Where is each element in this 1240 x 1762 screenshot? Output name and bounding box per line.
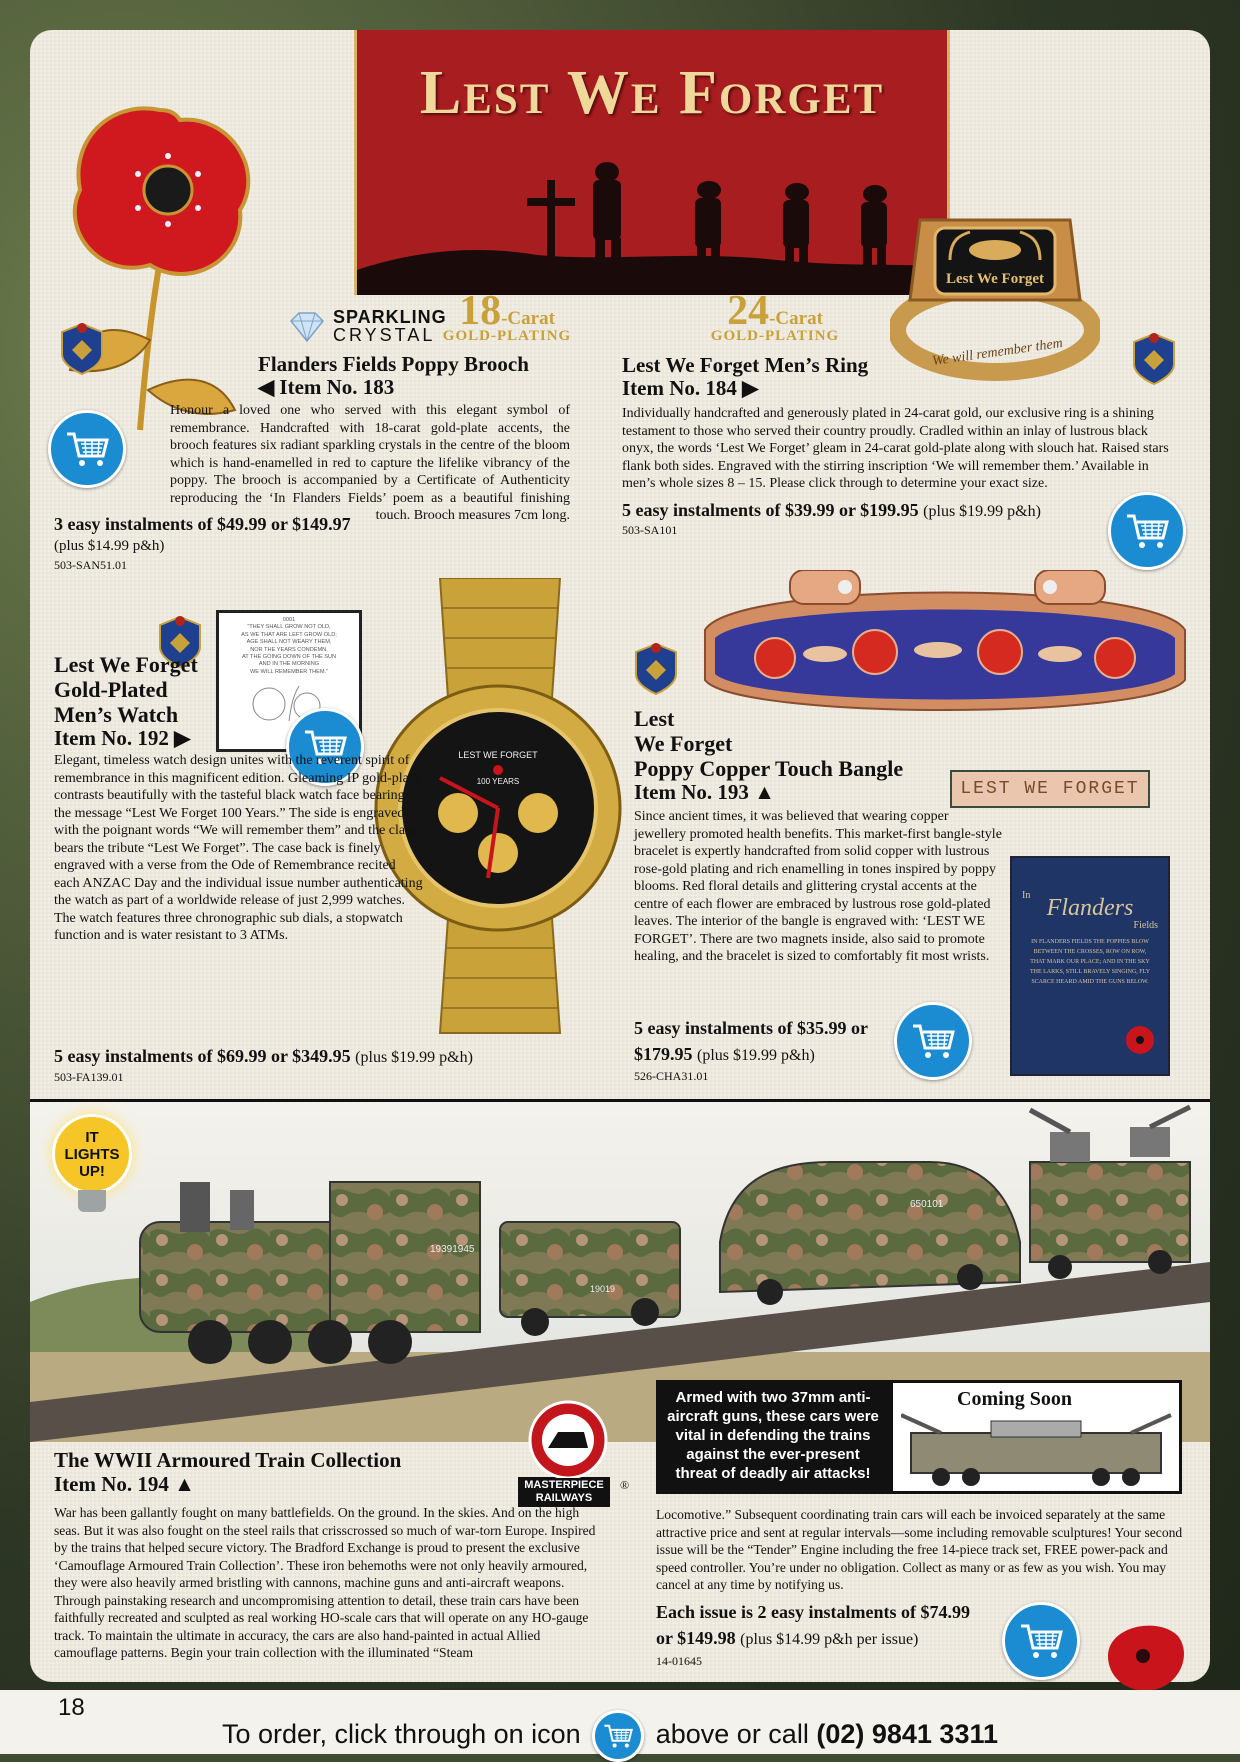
train-description-right: Locomotive.” Subsequent coordinating train cars will each be invoiced separately at the same attractive price and sent at regular intervals—some including removable sculptures! Your second issue will be the “Tender” Engine including the free 14-piece track set, FREE power-pack and speed controller. You’re under no obligation. Collect as many or as few as you wish. You may cancel at any time by notifying us.: [656, 1507, 1183, 1592]
ring-carat-badge: 24-Carat GOLD-PLATING: [710, 288, 840, 344]
copper-bangle-image: [695, 570, 1195, 725]
armoured-car-number: 650101: [910, 1199, 944, 1210]
poppy-decoration-bottom: [1098, 1616, 1188, 1696]
coming-soon-label: Coming Soon: [957, 1388, 1073, 1410]
brooch-item-number: ◀ Item No. 183: [258, 375, 395, 399]
ring-code: 503-SA101: [622, 523, 678, 537]
trademark-symbol: ®: [620, 1478, 630, 1492]
poppy-brooch-image: [50, 90, 265, 450]
train-description-left: War has been gallantly fought on many battlefields. On the ground. In the skies. And on the high seas. But it was also fought on the steel rails that crisscrossed so much of war-torn Europe. Inspired by the trains that helped secure victory. The Bradford Exchange is proud to present the exclusive ‘Camouflage Armoured Train Collection’. These iron behemoths were not only heavily armoured, they were also heavily armed bristling with cannons, machine guns and anti-aircraft weapons. Through painstaking research and uncompromising attention to detail, these train cars have been faithfully recreated and sculpted as real working HO-scale cars that will operate on any HO-gauge track. To maintain the ultimate in accuracy, the cars are also hand-painted in actual Allied camouflage patterns. Begin your train collection with the illuminated “Steam: [54, 1505, 596, 1660]
watch-caseback-image: 0001 “THEY SHALL GROW NOT OLD, AS WE THAT ARE LEFT GROW OLD; AGE SHALL NOT WEARY THEM, NOR THE YEARS CONDEMN. AT THE GOING DOWN OF THE SUN AND IN THE MORNING WE WILL REMEMBER THEM.”: [216, 610, 362, 752]
brooch-title: Flanders Fields Poppy Brooch: [258, 352, 529, 376]
watch-code: 503-FA139.01: [54, 1070, 124, 1084]
order-instructions: To order, click through on icon above or call (02) 9841 3311: [222, 1710, 998, 1762]
shopping-cart-icon: [1125, 512, 1169, 550]
army-crest-icon: [632, 640, 680, 696]
brooch-price: 3 easy instalments of $49.99 or $149.97: [54, 514, 351, 534]
page-number: 18: [58, 1694, 85, 1721]
bangle-price-total: $179.95 (plus $19.99 p&h): [634, 1044, 815, 1064]
bangle-cart-button[interactable]: [894, 1002, 972, 1080]
train-price: Each issue is 2 easy instalments of $74.99: [656, 1602, 971, 1622]
tender-number: 19019: [590, 1284, 616, 1294]
ring-engraving-top: Lest We Forget: [945, 271, 1045, 287]
watch-description: Elegant, timeless watch design unites with the reverent spirit of remembrance in this magnificent edition. Gleaming IP gold-plate contrasts beautifully with the tasteful black watch face bearing the message “Lest We Forget 100 Years.” The side is engraved with the poignant words “We will remember them” and the clasp bears the tribute “Lest We Forget”. The case back is finely engraved with a verse from the Ode of Remembrance recited each ANZAC Day and the individual issue number authenticating the watch as part of a worldwide release of just 2,999 watches. The watch features three chronographic sub dials, a stopwatch function and is water resistant to 3 ATMs.: [54, 753, 423, 943]
lightbulb-base-icon: [78, 1190, 106, 1212]
brooch-carat-badge: 18-Carat GOLD-PLATING: [442, 288, 572, 344]
brooch-shipping: (plus $14.99 p&h): [54, 538, 165, 554]
ring-engraving-band: We will remember them: [931, 335, 1064, 370]
footer-bar: [0, 1690, 1240, 1754]
shopping-cart-icon: [1019, 1622, 1063, 1660]
sparkling-crystal-badge: SPARKLING CRYSTAL: [285, 307, 465, 347]
bradford-seal-icon: [518, 1398, 618, 1478]
soldier-silhouette-image: [357, 150, 947, 295]
flanders-fields-card: In Flanders Fields IN FLANDERS FIELDS THE POPPIES BLOW BETWEEN THE CROSSES, ROW ON ROW, THAT MARK OUR PLACE; AND IN THE SKY THE LARKS, STILL BRAVELY SINGING, FLY SCARCE HEARD AMID THE GUNS BELOW.: [1010, 856, 1170, 1076]
ring-item-number: Item No. 184 ▶: [622, 376, 759, 400]
army-crest-icon: [58, 320, 106, 376]
brooch-cart-button[interactable]: [48, 410, 126, 488]
train-price-total: or $149.98 (plus $14.99 p&h per issue): [656, 1628, 919, 1648]
header-banner: [354, 30, 950, 295]
footer-cart-button[interactable]: [592, 1710, 644, 1762]
bangle-price: 5 easy instalments of $35.99 or: [634, 1018, 868, 1038]
bangle-code: 526-CHA31.01: [634, 1069, 709, 1083]
train-title: The WWII Armoured Train Collection: [54, 1448, 402, 1472]
shopping-cart-icon: [65, 430, 109, 468]
ring-price: 5 easy instalments of $39.99 or $199.95 (plus $19.99 p&h): [622, 500, 1041, 520]
brooch-code: 503-SAN51.01: [54, 558, 128, 572]
bangle-engraving-plate: LEST WE FORGET: [950, 770, 1150, 808]
train-item-number: Item No. 194 ▲: [54, 1472, 195, 1496]
army-crest-icon: [1130, 330, 1178, 386]
anti-aircraft-callout: Armed with two 37mm anti-aircraft guns, these cars were vital in defending the trains against the ever-present threat of deadly air attacks!: [656, 1380, 890, 1494]
train-code: 14-01645: [656, 1654, 702, 1668]
watch-title: Lest We Forget Gold-Plated Men’s Watch: [54, 652, 198, 727]
watch-dial-sub: 100 YEARS: [476, 777, 520, 786]
poppy-icon: [1116, 1022, 1166, 1062]
shopping-cart-icon: [603, 1723, 633, 1749]
watch-price: 5 easy instalments of $69.99 or $349.95 (plus $19.99 p&h): [54, 1046, 473, 1066]
coming-soon-box: [890, 1380, 1182, 1494]
flak-car-image: [901, 1413, 1173, 1489]
bangle-item-number: Item No. 193 ▲: [634, 780, 775, 804]
train-cart-button[interactable]: [1002, 1602, 1080, 1680]
shopping-cart-icon: [911, 1022, 955, 1060]
ring-description: Individually handcrafted and generously plated in 24-carat gold, our exclusive ring is a shining testament to those who served their country proudly. Cradled within an inlay of lustrous black onyx, the words ‘Lest We Forget’ gleam in 24-carat gold-plate along with slouch hat. Raised stars flank both sides. Engraved with the stirring inscription ‘We will remember them.’ Available in men’s whole sizes 8 – 15. Please click through to determine your exact size.: [622, 406, 1169, 491]
watch-item-number: Item No. 192 ▶: [54, 726, 191, 750]
ring-cart-button[interactable]: [1108, 492, 1186, 570]
page-title: Lest We Forget: [419, 59, 885, 127]
watch-dial-text: LEST WE FORGET: [458, 750, 538, 760]
content-panel: [30, 30, 1210, 1682]
ring-title: Lest We Forget Men’s Ring: [622, 353, 869, 377]
bangle-description: Since ancient times, it was believed that wearing copper jewellery promoted health benefits. This market-first bangle-style bracelet is expertly handcrafted from solid copper with lustrous rose-gold plating and rich enamelling in tones inspired by poppy blooms. Red floral details and glittering crystal accents at the centre of each flower are embraced by lustrous rose gold-plated leaves. The interior of the bangle is engraved with: ‘LEST WE FORGET’. There are two magnets inside, also said to promote healing, and the bracelet is sized to comfortably fit most wrists.: [634, 809, 1002, 964]
lights-up-badge: IT LIGHTS UP!: [52, 1114, 132, 1194]
bangle-title: Lest We Forget Poppy Copper Touch Bangle: [634, 706, 904, 781]
diamond-icon: [285, 311, 329, 343]
locomotive-number: 19391945: [430, 1244, 475, 1255]
mens-ring-image: [890, 190, 1100, 390]
phone-number[interactable]: (02) 9841 3311: [816, 1719, 999, 1750]
brooch-description: Honour a loved one who served with this elegant symbol of remembrance. Handcrafted with 18-carat gold-plate accents, the brooch features six radiant sparkling crystals in the centre of the bloom which is hand-enamelled in red to capture the lifelike vibrancy of the poppy. The brooch is accompanied by a Certificate of Authenticity reproducing the ‘In Flanders Fields’ poem as a beautiful finishing touch. Brooch measures 7cm long.: [170, 403, 570, 523]
bradford-exchange-logo: MASTERPIECE RAILWAYS: [518, 1398, 618, 1498]
train-section: [30, 1102, 1210, 1682]
